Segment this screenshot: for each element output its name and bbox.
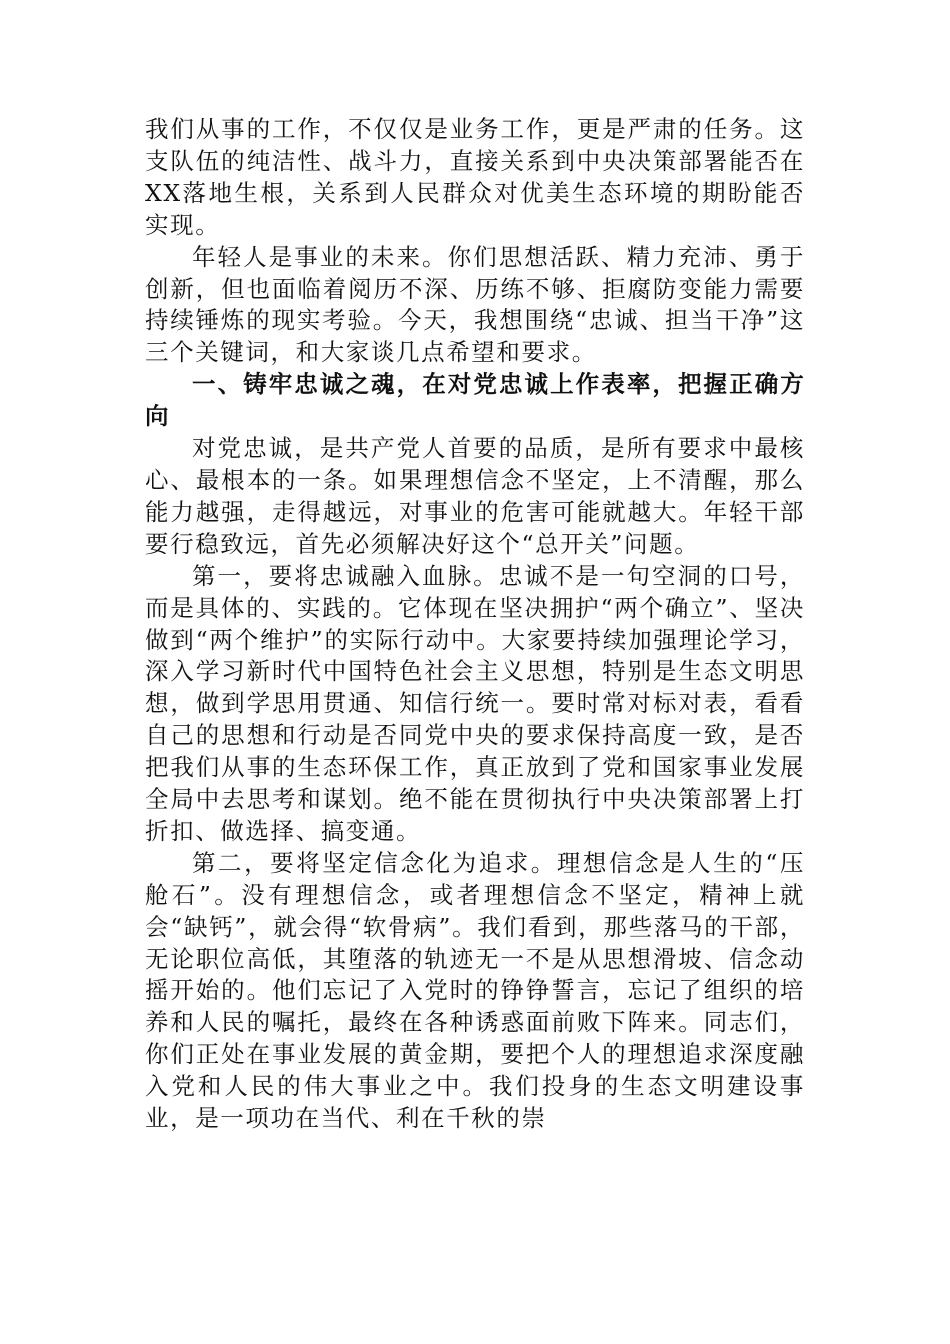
- body-paragraph-2: 年轻人是事业的未来。你们思想活跃、精力充沛、勇于创新，但也面临着阅历不深、历练不够、拒腐防变能力需要持续锤炼的现实考验。今天，我想围绕“忠诚、担当干净”这三个关键词，和大家谈几点希望和要求。: [145, 242, 805, 367]
- document-page: [145, 114, 805, 1135]
- body-paragraph-4: 第一，要将忠诚融入血脉。忠诚不是一句空洞的口号，而是具体的、实践的。它体现在坚决拥护“两个确立”、坚决做到“两个维护”的实际行动中。大家要持续加强理论学习，深入学习新时代中国特色社会主义思想，特别是生态文明思想，做到学思用贯通、知信行统一。要时常对标对表，看看自己的思想和行动是否同党中央的要求保持高度一致，是否把我们从事的生态环保工作，真正放到了党和国家事业发展全局中去思考和谋划。绝不能在贯彻执行中央决策部署上打折扣、做选择、搞变通。: [145, 561, 805, 845]
- body-paragraph-5: 第二，要将坚定信念化为追求。理想信念是人生的“压舱石”。没有理想信念，或者理想信念不坚定，精神上就会“缺钙”，就会得“软骨病”。我们看到，那些落马的干部，无论职位高低，其堕落的轨迹无一不是从思想滑坡、信念动摇开始的。他们忘记了入党时的铮铮誓言，忘记了组织的培养和人民的嘱托，最终在各种诱惑面前败下阵来。同志们，你们正处在事业发展的黄金期，要把个人的理想追求深度融入党和人民的伟大事业之中。我们投身的生态文明建设事业，是一项功在当代、利在千秋的崇: [145, 848, 805, 1133]
- body-paragraph-3: 对党忠诚，是共产党人首要的品质，是所有要求中最核心、最根本的一条。如果理想信念不坚定，上不清醒，那么能力越强，走得越远，对事业的危害可能就越大。年轻干部要行稳致远，首先必须解决好这个“总开关”问题。: [145, 434, 805, 558]
- section-heading-1: 一、铸牢忠诚之魂，在对党忠诚上作表率，把握正确方向: [145, 370, 805, 431]
- body-paragraph-1: 我们从事的工作，不仅仅是业务工作，更是严肃的任务。这支队伍的纯洁性、战斗力，直接关系到中央决策部署能否在XX落地生根，关系到人民群众对优美生态环境的期盼能否实现。: [145, 115, 805, 239]
